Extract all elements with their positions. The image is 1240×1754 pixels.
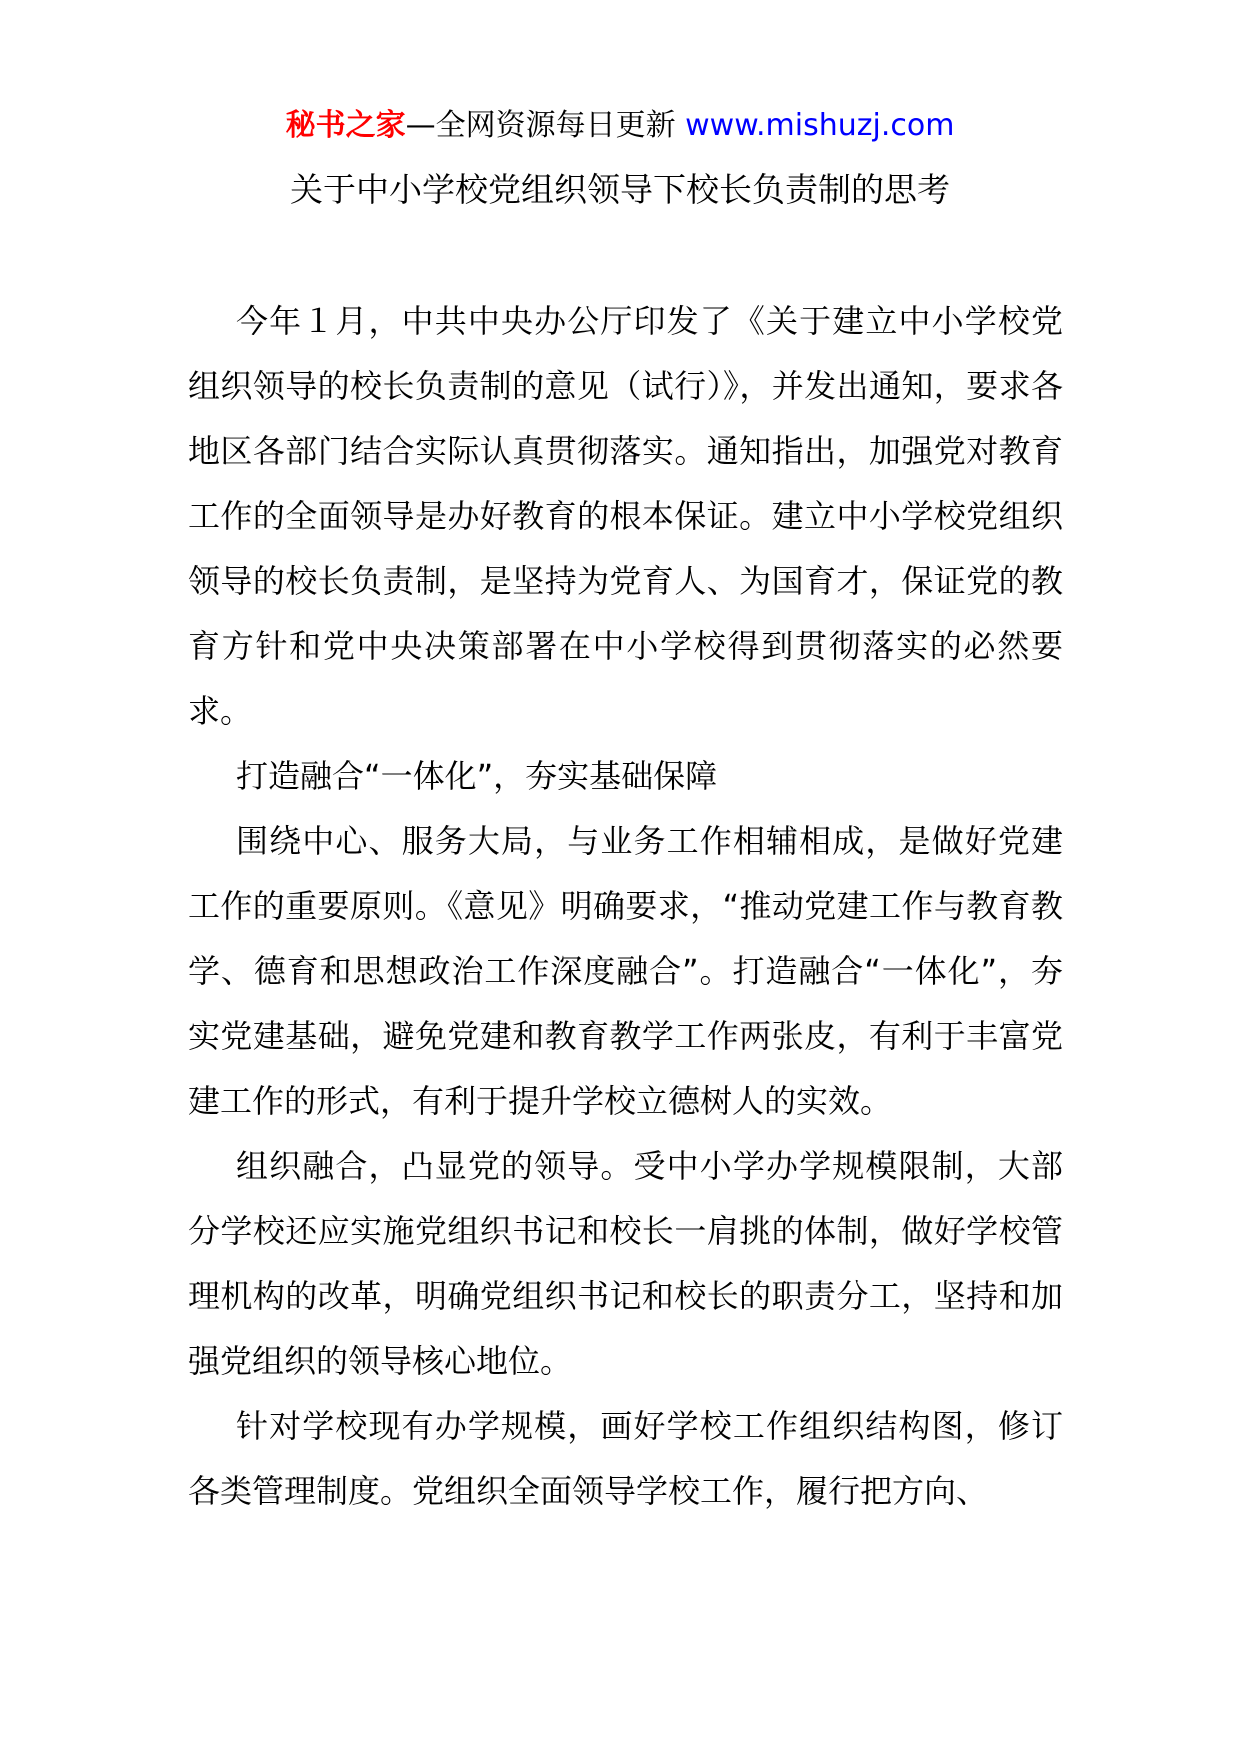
header-tagline: —全网资源每日更新 bbox=[405, 108, 686, 143]
document-body bbox=[188, 289, 1063, 1524]
paragraph: 今年１月，中共中央办公厅印发了《关于建立中小学校党组织领导的校长负责制的意见（试行）》，并发出通知，要求各地区各部门结合实际认真贯彻落实。通知指出，加强党对教育工作的全面领导是办好教育的根本保证。建立中小学校党组织领导的校长负责制，是坚持为党育人、为国育才，保证党的教育方针和党中央决策部署在中小学校得到贯彻落实的必然要求。 bbox=[188, 302, 1063, 730]
paragraph: 围绕中心、服务大局，与业务工作相辅相成，是做好党建工作的重要原则。《意见》明确要求，“推动党建工作与教育教学、德育和思想政治工作深度融合”。打造融合“一体化”，夯实党建基础，避免党建和教育教学工作两张皮，有利于丰富党建工作的形式，有利于提升学校立德树人的实效。 bbox=[188, 822, 1063, 1120]
paragraph: 组织融合，凸显党的领导。受中小学办学规模限制，大部分学校还应实施党组织书记和校长一肩挑的体制，做好学校管理机构的改革，明确党组织书记和校长的职责分工，坚持和加强党组织的领导核心地位。 bbox=[188, 1147, 1063, 1380]
section-heading: 打造融合“一体化”，夯实基础保障 bbox=[236, 757, 718, 795]
paragraph: 针对学校现有办学规模，画好学校工作组织结构图，修订各类管理制度。党组织全面领导学校工作，履行把方向、 bbox=[188, 1407, 1063, 1510]
document-title: 关于中小学校党组织领导下校长负责制的思考 bbox=[290, 170, 950, 209]
site-url[interactable]: www.mishuzj.com bbox=[685, 108, 955, 143]
brand-name: 秘书之家 bbox=[285, 108, 406, 143]
site-header bbox=[0, 98, 1240, 154]
